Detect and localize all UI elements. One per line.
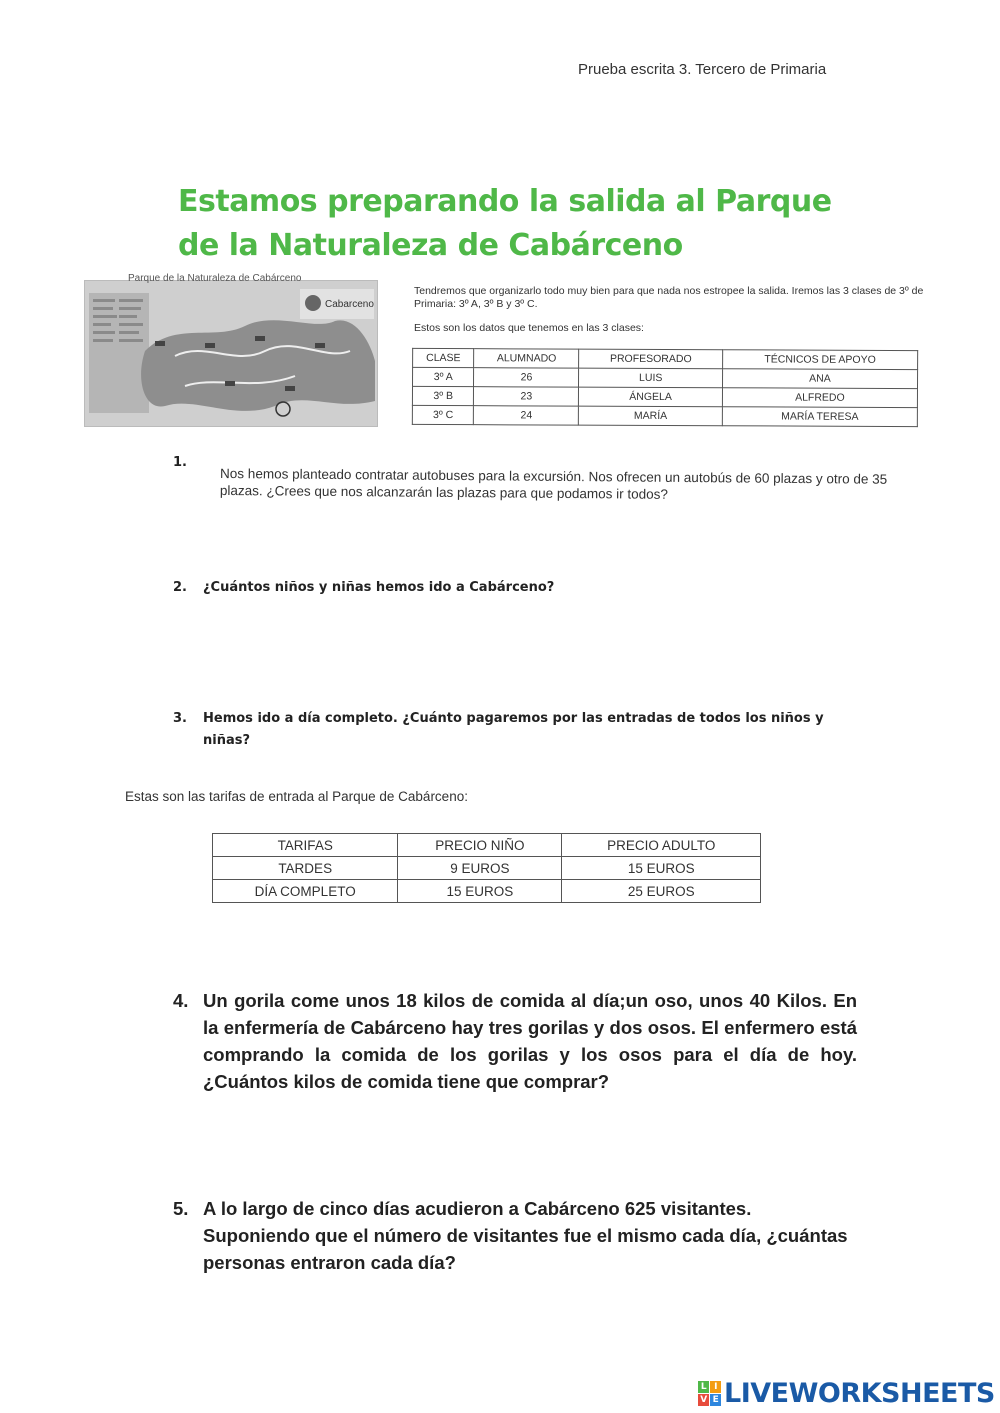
intro-data-text: Estos son los datos que tenemos en las 3 clases: <box>414 322 644 334</box>
price-table-header-row <box>213 834 761 857</box>
question-5-number: 5. <box>173 1198 189 1219</box>
question-2-text: ¿Cuántos niños y niñas hemos ido a Cabárceno? <box>203 580 555 595</box>
map-caption: Parque de la Naturaleza de Cabárceno <box>128 273 302 284</box>
table-cell: DÍA COMPLETO <box>213 880 398 903</box>
logo-letter: L <box>698 1381 709 1393</box>
tarifas-caption: Estas son las tarifas de entrada al Parque de Cabárceno: <box>125 789 468 804</box>
table-cell: 3º C <box>412 405 474 424</box>
logo-letter: I <box>710 1381 721 1393</box>
price-table-header: TARIFAS <box>213 834 398 857</box>
class-table-header: PROFESORADO <box>579 349 723 369</box>
question-2 <box>173 580 554 595</box>
table-cell: 3º A <box>413 367 475 386</box>
question-3 <box>173 708 863 752</box>
table-cell: 26 <box>474 368 579 387</box>
page-title <box>178 180 878 268</box>
header-note: Prueba escrita 3. Tercero de Primaria <box>578 61 827 78</box>
map-illustration <box>85 281 377 426</box>
class-table <box>412 348 918 427</box>
question-4 <box>173 987 857 1095</box>
table-cell: 24 <box>474 406 579 425</box>
question-4-text: Un gorila come unos 18 kilos de comida al día;un oso, unos 40 Kilos. En la enfermería de Cabárceno hay tres gorilas y dos osos. El enfermero está comprando la comida de los gorilas y los osos para el día de hoy. ¿Cuántos kilos de comida tiene que comprar? <box>203 990 857 1092</box>
table-cell: 15 EUROS <box>562 857 761 880</box>
table-cell: 23 <box>474 387 579 406</box>
question-1-number: 1. <box>173 455 187 470</box>
logo-letter: V <box>698 1394 709 1406</box>
liveworksheets-brand <box>698 1378 995 1409</box>
liveworksheets-logo-icon <box>698 1381 721 1406</box>
brand-name: LIVEWORKSHEETS <box>724 1378 995 1409</box>
question-1-text: Nos hemos planteado contratar autobuses para la excursión. Nos ofrecen un autobús de 60 plazas y otro de 35 plazas. ¿Crees que nos alcanzarán las plazas para que podamos ir todos? <box>219 465 888 502</box>
question-5-text: A lo largo de cinco días acudieron a Cabárceno 625 visitantes. Suponiendo que el número de visitantes fue el mismo cada día, ¿cuántas personas entraron cada día? <box>203 1198 848 1273</box>
table-cell: 25 EUROS <box>562 880 761 903</box>
title-line-2: de la Naturaleza de Cabárceno <box>178 228 683 263</box>
table-row <box>213 880 761 903</box>
table-row <box>413 367 918 388</box>
price-table-header: PRECIO ADULTO <box>562 834 761 857</box>
title-line-1: Estamos preparando la salida al Parque <box>178 184 832 219</box>
table-cell: TARDES <box>213 857 398 880</box>
table-cell: 15 EUROS <box>398 880 562 903</box>
table-cell: MARÍA <box>579 406 723 426</box>
park-map-image <box>84 280 378 427</box>
class-table-header: ALUMNADO <box>474 349 579 368</box>
table-cell: ÁNGELA <box>579 387 723 407</box>
table-cell: ANA <box>722 369 917 389</box>
intro-text: Tendremos que organizarlo todo muy bien para que nada nos estropee la salida. Iremos las 3 clases de 3º de Primaria: 3º A, 3º B y 3º C. <box>414 285 924 310</box>
price-table-header: PRECIO NIÑO <box>398 834 562 857</box>
question-4-number: 4. <box>173 990 189 1011</box>
table-cell: 3º B <box>412 386 474 405</box>
class-table-header: TÉCNICOS DE APOYO <box>722 350 917 370</box>
class-table-header: CLASE <box>413 348 475 367</box>
price-table <box>212 833 761 903</box>
question-5 <box>173 1195 863 1276</box>
table-cell: 9 EUROS <box>398 857 562 880</box>
question-3-text: Hemos ido a día completo. ¿Cuánto pagaremos por las entradas de todos los niños y niñas? <box>203 711 824 748</box>
table-cell: LUIS <box>579 368 723 388</box>
table-row <box>412 405 917 426</box>
table-row <box>412 386 917 407</box>
map-logo-text: Cabarceno <box>325 299 374 310</box>
question-3-number: 3. <box>173 711 187 726</box>
table-cell: MARÍA TERESA <box>722 407 917 427</box>
question-2-number: 2. <box>173 580 187 595</box>
table-row <box>213 857 761 880</box>
table-cell: ALFREDO <box>722 388 917 408</box>
logo-letter: E <box>710 1394 721 1406</box>
class-table-header-row <box>413 348 918 369</box>
